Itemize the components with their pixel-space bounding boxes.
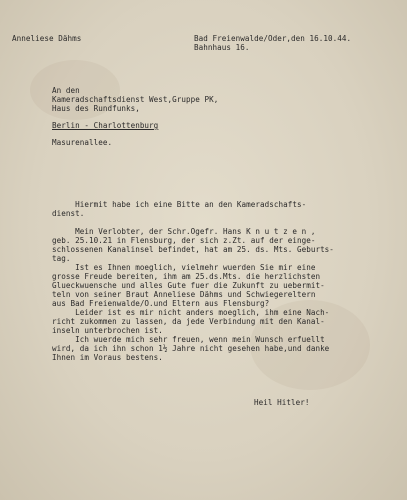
place-date: Bad Freienwalde/Oder,den 16.10.44. bbox=[194, 34, 352, 43]
body-line: Glueckwuensche und alles Gute fuer die Zukunft zu uebermit- bbox=[52, 281, 325, 290]
sender-street: Bahnhaus 16. bbox=[194, 43, 250, 52]
body-line: Hiermit habe ich eine Bitte an den Kameradschafts- bbox=[52, 200, 307, 209]
addressee-line: An den bbox=[52, 86, 80, 95]
body-line: schlossenen Kanalinsel befindet, hat am 25. ds. Mts. Geburts- bbox=[52, 245, 334, 254]
body-line: geb. 25.10.21 in Flensburg, der sich z.Zt. auf der einge- bbox=[52, 236, 316, 245]
body-line: Ist es Ihnen moeglich, vielmehr wuerden Sie mir eine bbox=[52, 263, 316, 272]
body-line: richt zukommen zu lassen, da jede Verbindung mit den Kanal- bbox=[52, 317, 325, 326]
sender-name: Anneliese Dähms bbox=[12, 34, 82, 43]
body-line: Ich wuerde mich sehr freuen, wenn mein Wunsch erfuellt bbox=[52, 335, 325, 344]
body-line: Leider ist es mir nicht anders moeglich, ihm eine Nach- bbox=[52, 308, 330, 317]
addressee-street: Masurenallee. bbox=[52, 138, 113, 147]
addressee-line: Kameradschaftsdienst West,Gruppe PK, bbox=[52, 95, 219, 104]
body-line: aus Bad Freienwalde/O.und Eltern aus Flensburg? bbox=[52, 299, 270, 308]
body-line: tag. bbox=[52, 254, 71, 263]
body-line: teln von seiner Braut Anneliese Dähms und Schwiegereltern bbox=[52, 290, 316, 299]
closing: Heil Hitler! bbox=[254, 398, 310, 407]
body-line: dienst. bbox=[52, 209, 85, 218]
addressee-line: Haus des Rundfunks, bbox=[52, 104, 140, 113]
body-line: inseln unterbrochen ist. bbox=[52, 326, 163, 335]
body-line: Mein Verlobter, der Schr.Ogefr. Hans K n u t z e n , bbox=[52, 227, 316, 236]
addressee-city: Berlin - Charlottenburg bbox=[52, 121, 159, 130]
body-line: Ihnen im Voraus bestens. bbox=[52, 353, 163, 362]
body-line: wird, da ich ihn schon 1½ Jahre nicht gesehen habe,und danke bbox=[52, 344, 330, 353]
body-line: grosse Freude bereiten, ihm am 25.ds.Mts. die herzlichsten bbox=[52, 272, 321, 281]
